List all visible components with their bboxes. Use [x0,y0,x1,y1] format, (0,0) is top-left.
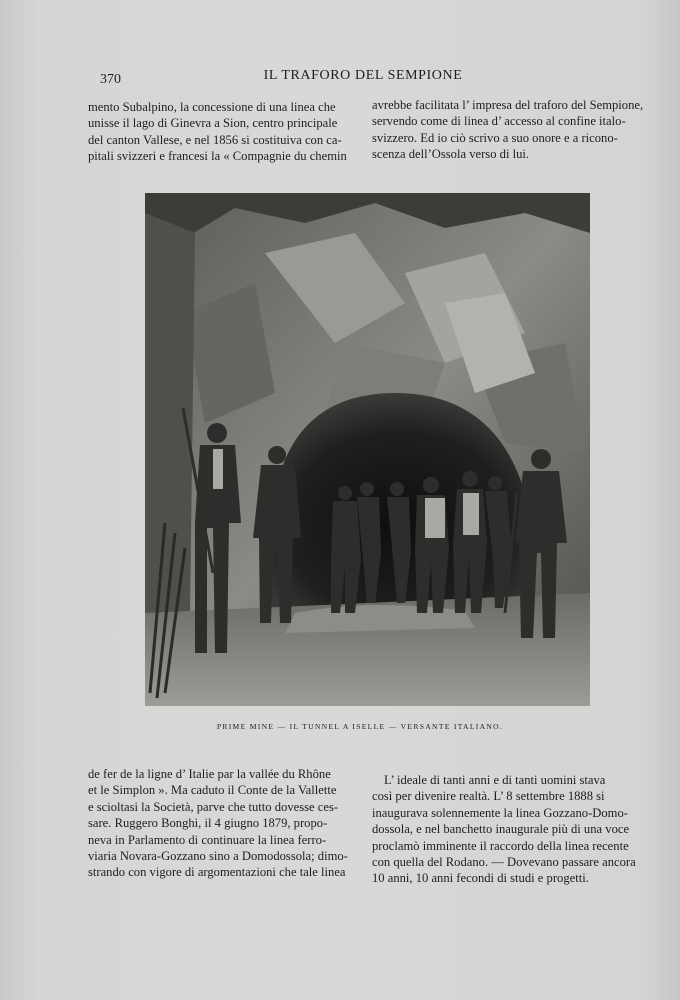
text-line: de fer de la ligne d’ Italie par la vallée du Rhône [88,767,331,781]
text-column-bottom-left [88,766,358,881]
text-line: servendo come di linea d’ accesso al confine italo- [372,114,626,129]
text-column-bottom-right [372,772,644,887]
text-column-top-left [88,99,358,165]
tunnel-photograph-illustration [145,193,590,706]
text-line: proclamò imminente il raccordo della linea recente [372,838,629,853]
text-line: et le Simplon ». Ma caduto il Conte de la Vallette [88,783,337,798]
text-line: mento Subalpino, la concessione di una linea che [88,100,336,114]
text-line: scenza dell’Ossola verso di lui. [372,147,530,162]
text-line: neva in Parlamento di continuare la linea ferro- [88,832,327,847]
page-number: 370 [100,72,121,87]
text-line: del canton Vallese, e nel 1856 si costituiva con ca- [88,132,342,147]
text-line: così per divenire realtà. L’ 8 settembre 1888 si [372,789,605,804]
text-line: viaria Novara-Gozzano sino a Domodossola; dimo- [88,849,348,864]
text-line: dossola, e nel banchetto inaugurale più di una voce [372,822,630,837]
running-title: IL TRAFORO DEL SEMPIONE [263,68,463,83]
text-line: con quella del Rodano. — Dovevano passare ancora [372,855,636,870]
text-line: L’ ideale di tanti anni e di tanti uomini stava [384,773,606,787]
text-line: unisse il lago di Ginevra a Sion, centro principale [88,116,338,131]
text-line: e scioltasi la Società, parve che tutto dovesse ces- [88,799,339,814]
text-line: strando con vigore di argomentazioni che tale linea [88,865,346,880]
text-line: inaugurava solennemente la linea Gozzano-Domo- [372,805,628,820]
tunnel-photograph [145,193,590,706]
text-line: 10 anni, 10 anni fecondi di studi e progetti. [372,871,589,886]
text-line: svizzero. Ed io ciò scrivo a suo onore e a ricono- [372,130,618,145]
text-line: pitali svizzeri e francesi la « Compagnie du chemin [88,149,347,164]
text-line: sare. Ruggero Bonghi, il 4 giugno 1879, propo- [88,816,328,831]
text-column-top-right [372,97,644,163]
figure-caption: PRIME MINE — IL TUNNEL A ISELLE — VERSANTE ITALIANO. [216,722,504,731]
text-line: avrebbe facilitata l’ impresa del traforo del Sempione, [372,98,644,112]
